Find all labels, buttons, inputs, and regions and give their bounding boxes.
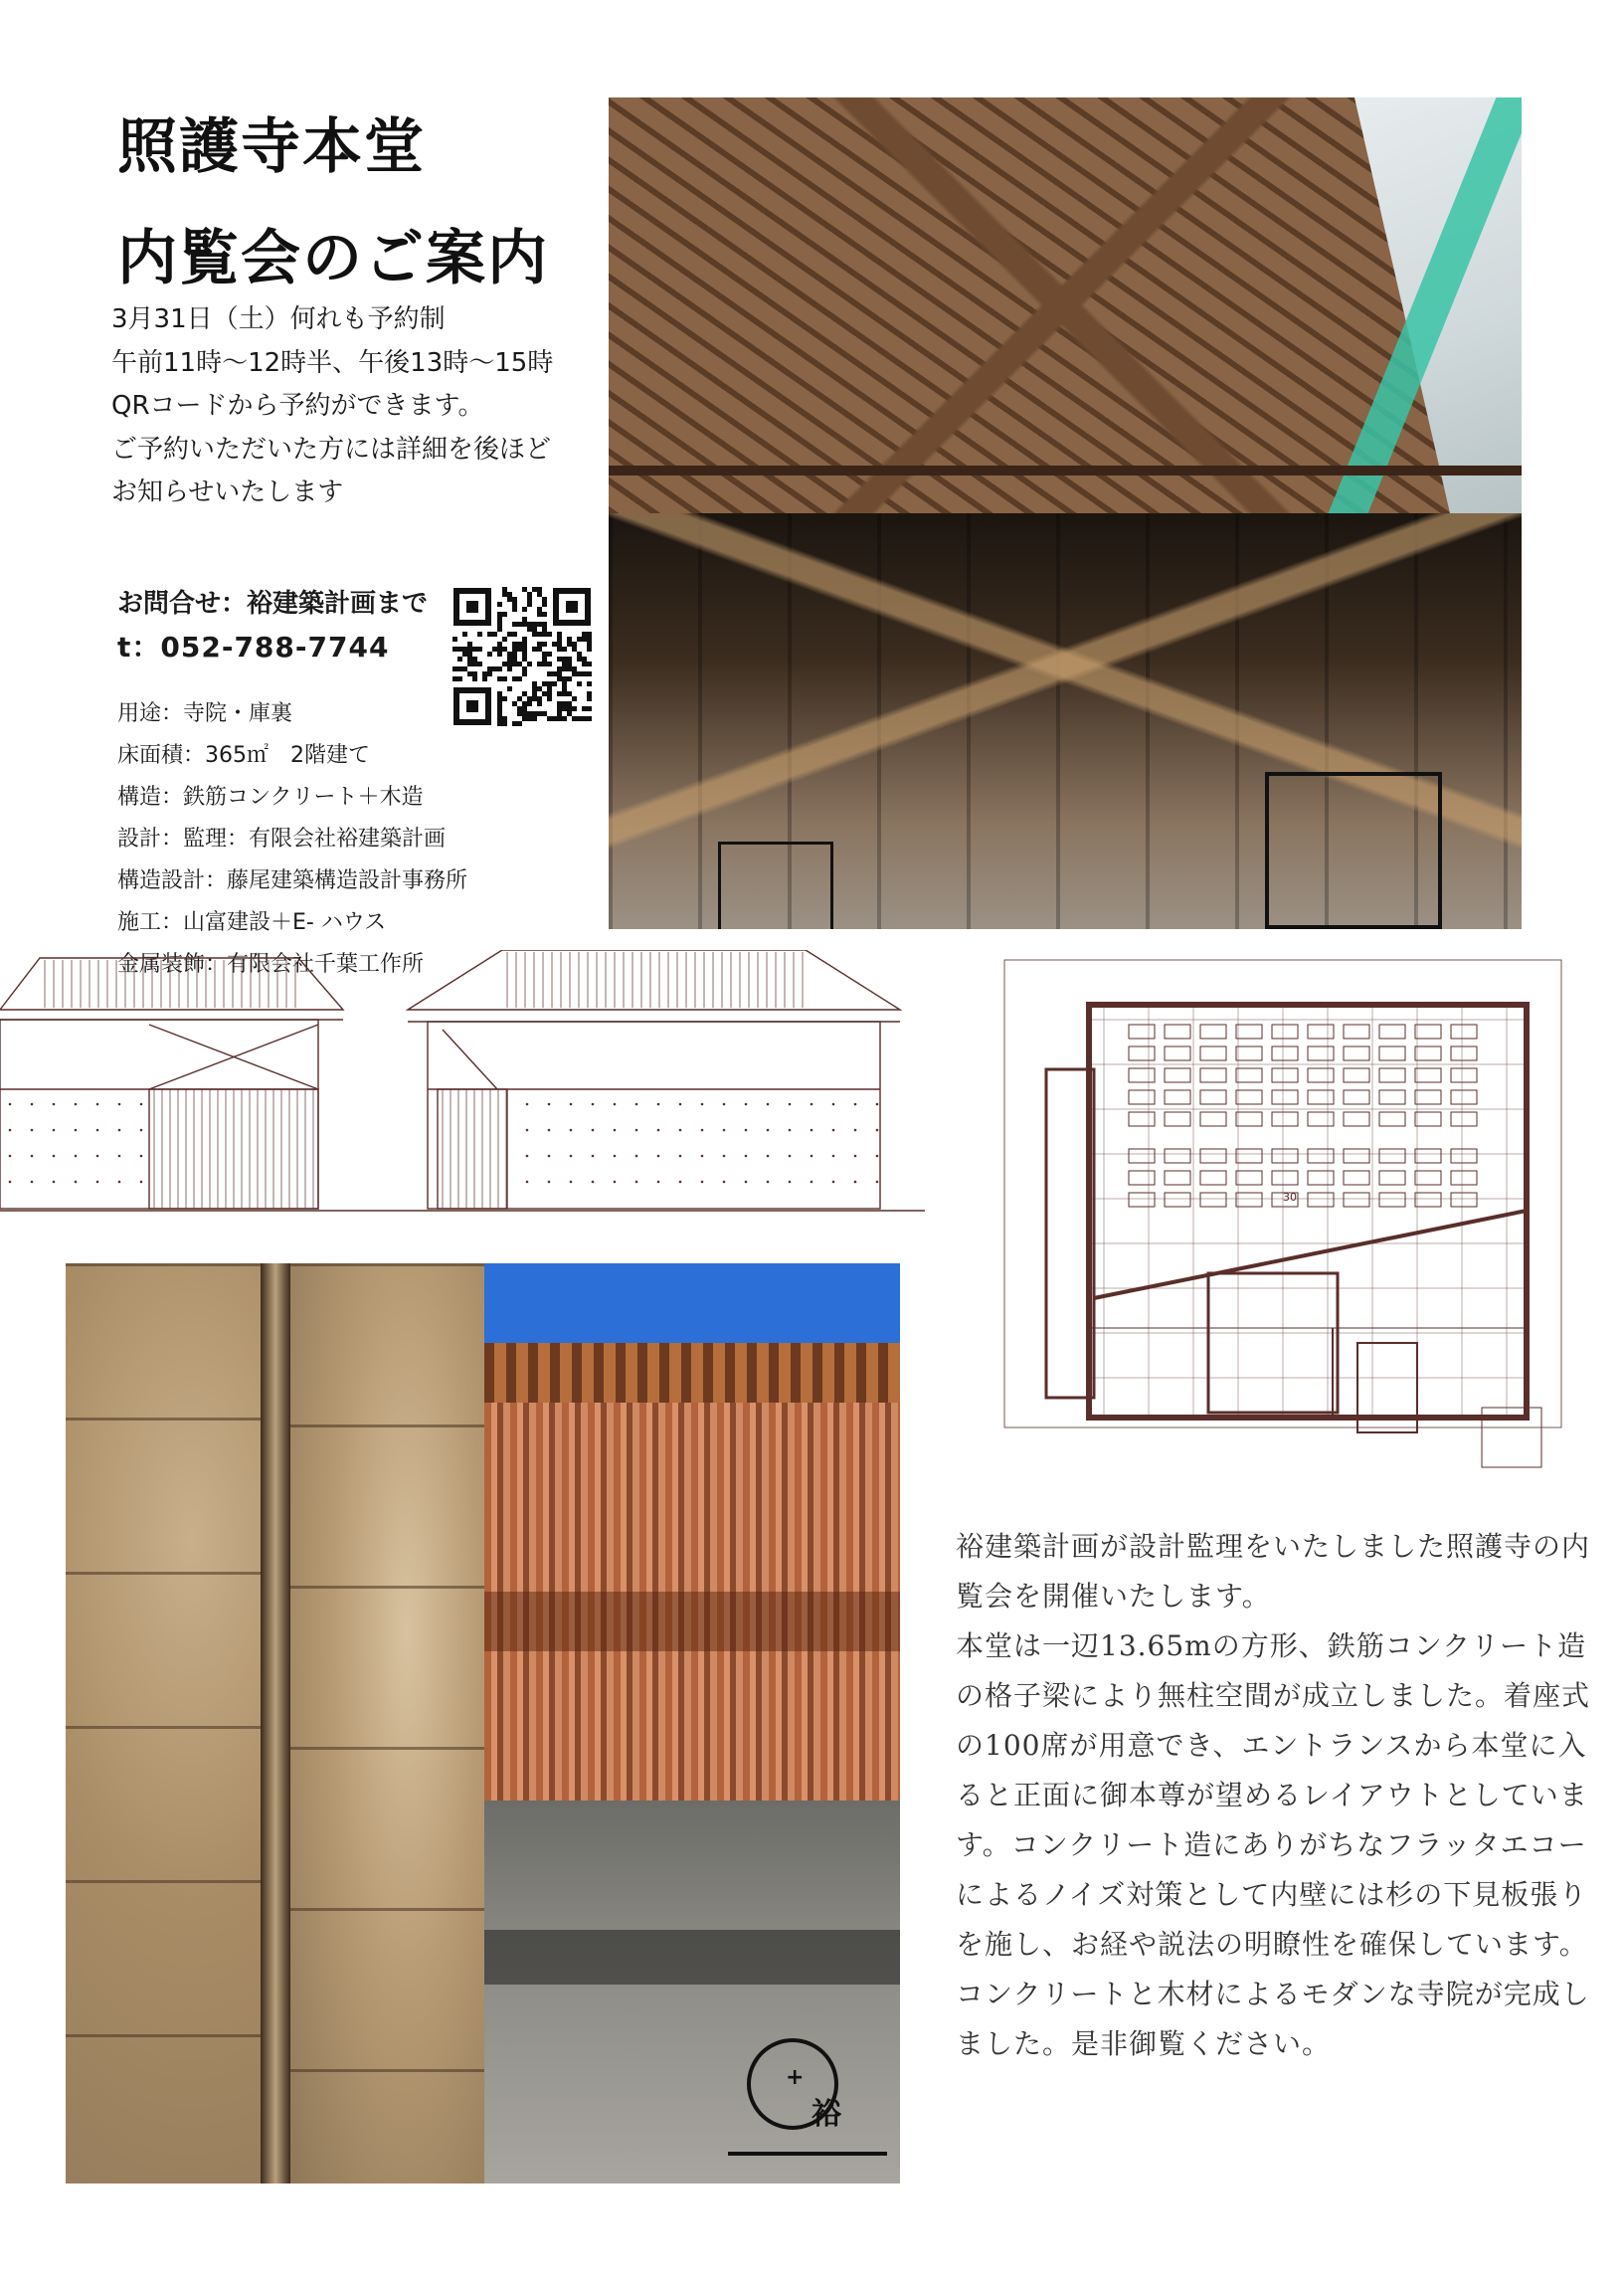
schedule-line: 3月31日（土）何れも予約制: [111, 304, 446, 334]
spec-item: 施工：山富建設＋E- ハウス: [117, 910, 387, 935]
specs-list: [117, 693, 467, 986]
schedule-line: QRコードから予約ができます。: [111, 391, 484, 421]
company-logo: [728, 2024, 887, 2159]
scaffold: [718, 842, 833, 929]
description-paragraph: 本堂は一辺13.65mの方形、鉄筋コンクリート造の格子梁により無柱空間が成立しました。着座式の100席が用意でき、エントランスから本堂に入ると正面に御本尊が望めるレイアウトとしています。コンクリート造にありがちなフラッタエコーによるノイズ対策として内壁には杉の下見板張りを施し、お経や説法の明瞭性を確保しています。: [956, 1629, 1591, 1961]
scaffold: [1265, 772, 1442, 929]
page-title-line1: 照護寺本堂: [117, 112, 426, 182]
spec-item: 設計：監理：有限会社裕建築計画: [117, 827, 447, 852]
schedule-block: [111, 298, 629, 515]
spec-item: 用途：寺院・庫裏: [117, 701, 293, 726]
logo-text: 裕: [812, 2097, 841, 2132]
logo-plus: +: [786, 2065, 805, 2090]
contact-block: [117, 582, 428, 669]
spec-item: 金属装飾：有限会社千葉工作所: [117, 952, 425, 977]
cedar-board-photo-2: [290, 1263, 484, 2184]
description-text: [956, 1522, 1592, 2069]
ridge-beam: [609, 466, 1522, 475]
roof-construction-photo: [609, 97, 1522, 513]
board-joint: [261, 1263, 290, 2184]
sky: [484, 1263, 900, 1343]
floor-plan-drawing: [955, 950, 1611, 1487]
schedule-line: 午前11時〜12時半、午後13時〜15時: [111, 347, 554, 378]
plan-seat-label: 30: [1283, 1191, 1297, 1204]
description-paragraph: 裕建築計画が設計監理をいたしました照護寺の内覧会を開催いたします。: [956, 1530, 1591, 1613]
shadow-band: [484, 1592, 900, 1651]
schedule-line: ご予約いただいた方には詳細を後ほど: [111, 434, 552, 465]
contact-inquiry: お問合せ：裕建築計画まで: [117, 589, 429, 619]
interior-ceiling-photo: [609, 513, 1522, 929]
schedule-line: お知らせいたします: [111, 477, 344, 507]
eave-rafters: [484, 1343, 900, 1403]
spec-item: 構造設計：藤尾建築構造設計事務所: [117, 868, 468, 893]
spec-item: 床面積：365㎡ 2階建て: [117, 743, 370, 768]
page-title-line2: 内覧会のご案内: [117, 224, 549, 293]
description-paragraph: コンクリートと木材によるモダンな寺院が完成しました。是非御覧ください。: [956, 1978, 1590, 2060]
spec-item: 構造：鉄筋コンクリート＋木造: [117, 785, 424, 810]
elevation-drawing: [0, 950, 925, 1234]
shadow-band: [484, 1930, 900, 1985]
qr-code-image[interactable]: [452, 587, 592, 726]
contact-tel[interactable]: t：052-788-7744: [117, 631, 390, 664]
